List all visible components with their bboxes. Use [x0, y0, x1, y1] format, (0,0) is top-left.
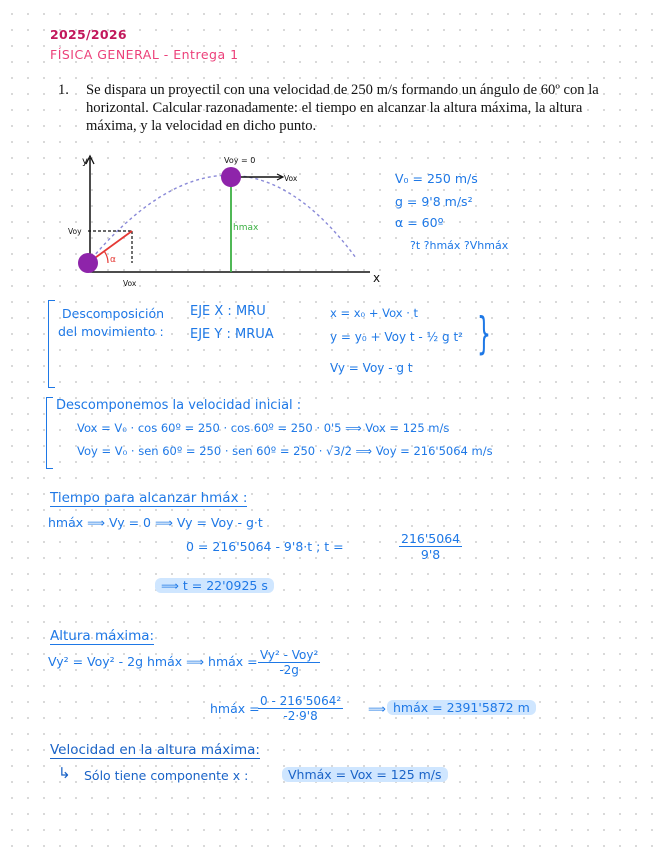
vox-equation: Vox = V₀ · cos 60º = 250 · cos 60º = 250 · 0'5 ⟹ Vox = 125 m/s	[77, 421, 450, 435]
given-v0: V₀ = 250 m/s	[395, 171, 478, 186]
speed-result-value: Vhmáx = Vox = 125 m/s	[282, 767, 448, 782]
speed-heading: Velocidad en la altura máxima:	[50, 742, 260, 758]
height-heading: Altura máxima:	[50, 628, 155, 644]
speed-result	[282, 767, 448, 782]
given-alpha: α = 60º	[395, 215, 444, 230]
eq-vy: Vy = Voy - g t	[330, 361, 413, 375]
eje-y-label: EJE Y : MRUA	[190, 327, 274, 342]
time-fraction-den: 9'8	[420, 547, 441, 562]
given-unknowns: ?t ?hmáx ?Vhmáx	[410, 239, 509, 252]
voy-label: Voy	[68, 227, 82, 236]
top-ball	[221, 167, 241, 187]
vox-label: Vox	[123, 279, 137, 288]
time-result	[155, 578, 274, 593]
year-label: 2025/2026	[50, 27, 127, 42]
voy-zero-label: Voy = 0	[224, 156, 256, 165]
decomposition-close-brace: }	[477, 308, 491, 359]
problem-text: Se dispara un proyectil con una velocidad de 250 m/s formando un ángulo de 60º con la horizontal. Calcular razonadamente: el tiempo en alcanzar la altura máxima, la altura máxima, y la velocidad en dicho punto.	[86, 82, 599, 134]
height-fraction-2-num: 0 - 216'5064²	[260, 694, 342, 708]
height-fraction-2	[258, 694, 343, 723]
time-line-1: hmáx ⟹ Vy = 0 ⟹ Vy = Voy - g·t	[48, 515, 263, 530]
x-axis-label: x	[373, 271, 381, 285]
voy-equation: Voy = V₀ · sen 60º = 250 · sen 60º = 250 · √3/2 ⟹ Voy = 216'5064 m/s	[77, 444, 493, 458]
eq-x: x = x₀ + Vox · t	[330, 306, 419, 320]
problem-statement	[58, 81, 610, 135]
height-line-2: hmáx =	[210, 701, 260, 716]
time-fraction-num: 216'5064	[401, 531, 461, 546]
trajectory	[88, 175, 356, 263]
height-line-1: Vy² = Voy² - 2g hmáx ⟹ hmáx =	[48, 654, 258, 669]
given-g: g = 9'8 m/s²	[395, 194, 473, 209]
height-fraction-1-den: -2g	[279, 663, 299, 677]
time-fraction	[399, 531, 462, 562]
velocity-heading: Descomponemos la velocidad inicial :	[56, 398, 302, 413]
decomposition-bracket	[48, 300, 55, 388]
height-fraction-1	[258, 648, 320, 677]
speed-hook-arrow: ↳	[58, 764, 71, 782]
decomposition-label-1: Descomposición	[62, 306, 165, 321]
y-axis-label: y	[82, 156, 88, 167]
height-result-value: hmáx = 2391'5872 m	[387, 700, 536, 715]
height-result	[387, 700, 536, 715]
speed-line: Sólo tiene componente x :	[84, 768, 249, 783]
time-heading: Tiempo para alcanzar hmáx :	[50, 490, 248, 506]
time-result-value: ⟹ t = 22'0925 s	[155, 578, 274, 593]
problem-number: 1.	[58, 82, 69, 98]
velocity-bracket	[46, 397, 53, 469]
projectile-diagram	[60, 150, 400, 295]
height-fraction-2-den: -2·9'8	[283, 709, 318, 723]
height-fraction-1-num: Vy² - Voy²	[260, 648, 319, 662]
hmax-label: hmax	[233, 223, 259, 233]
top-vox-label: Vox	[284, 174, 298, 183]
eq-y: y = y₀ + Voy t - ½ g t²	[330, 330, 463, 344]
angle-label: α	[110, 255, 116, 265]
decomposition-label-2: del movimiento :	[58, 324, 164, 339]
eje-x-label: EJE X : MRU	[190, 304, 266, 319]
height-arrow: ⟹	[368, 701, 386, 716]
time-line-2: 0 = 216'5064 - 9'8·t ; t =	[186, 539, 344, 554]
course-title: FÍSICA GENERAL - Entrega 1	[50, 47, 239, 62]
launch-ball	[78, 253, 98, 273]
